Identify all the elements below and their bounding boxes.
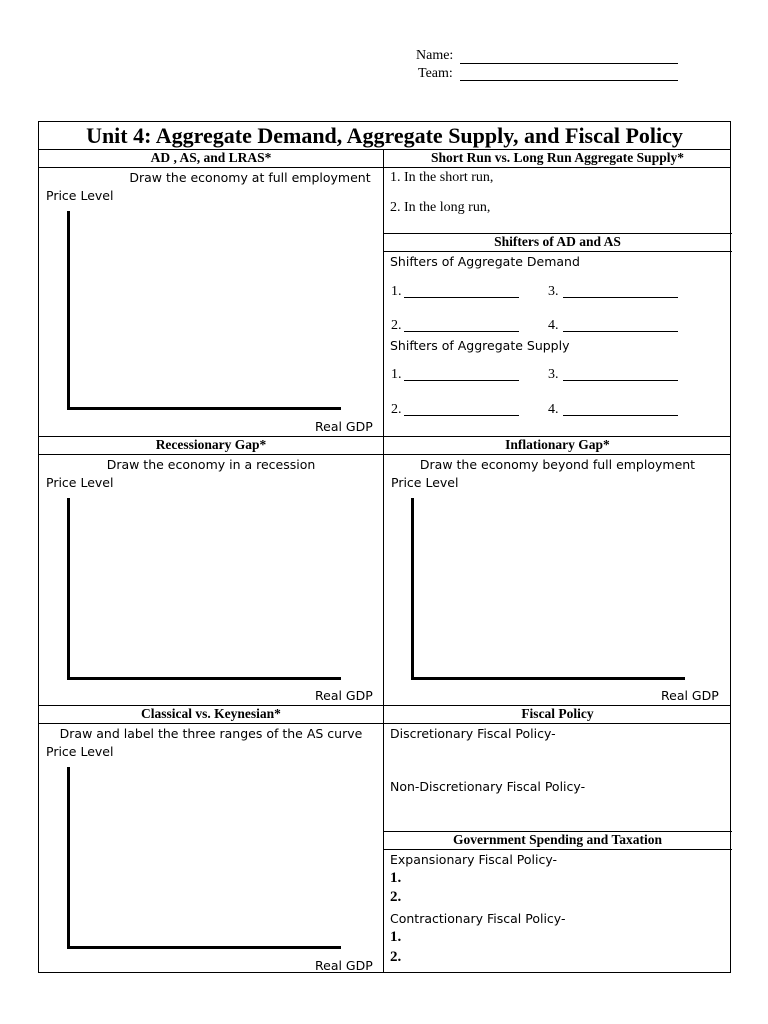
graph-x-axis bbox=[67, 407, 341, 410]
graph-y-axis bbox=[411, 498, 414, 680]
demand-blank-4[interactable] bbox=[563, 331, 678, 332]
graph-y-axis bbox=[67, 767, 70, 949]
demand-number: 4. bbox=[548, 318, 559, 333]
shifters-demand-label: Shifters of Aggregate Demand bbox=[390, 254, 580, 269]
section-title-fiscal-policy: Fiscal Policy bbox=[521, 706, 594, 721]
x-axis-label: Real GDP bbox=[315, 688, 373, 703]
demand-blank-1[interactable] bbox=[404, 297, 519, 298]
y-axis-label: Price Level bbox=[46, 744, 114, 759]
page-title: Unit 4: Aggregate Demand, Aggregate Supply, and Fiscal Policy bbox=[86, 123, 683, 148]
expansionary-label: Expansionary Fiscal Policy- bbox=[390, 852, 558, 867]
section-title-shifters: Shifters of AD and AS bbox=[494, 234, 621, 249]
section-title-ad-as-lras: AD , AS, and LRAS* bbox=[150, 150, 272, 165]
demand-number: 2. bbox=[391, 318, 402, 333]
divider bbox=[39, 167, 730, 168]
x-axis-label: Real GDP bbox=[315, 419, 373, 434]
demand-number: 1. bbox=[391, 284, 402, 299]
graph-y-axis bbox=[67, 211, 70, 410]
contractionary-item-1: 1. bbox=[390, 929, 402, 945]
instruction-recession: Draw the economy in a recession bbox=[106, 457, 316, 472]
graph-y-axis bbox=[67, 498, 70, 680]
instruction-as-ranges: Draw and label the three ranges of the AS curve bbox=[59, 726, 363, 741]
supply-number: 2. bbox=[391, 402, 402, 417]
team-field[interactable] bbox=[460, 80, 678, 81]
section-title-inflationary: Inflationary Gap* bbox=[505, 437, 610, 452]
divider bbox=[383, 251, 732, 252]
supply-blank-3[interactable] bbox=[563, 380, 678, 381]
shifters-supply-label: Shifters of Aggregate Supply bbox=[390, 338, 570, 353]
team-label: Team: bbox=[418, 66, 453, 81]
contractionary-item-2: 2. bbox=[390, 949, 402, 965]
expansionary-item-2: 2. bbox=[390, 889, 402, 905]
demand-blank-3[interactable] bbox=[563, 297, 678, 298]
section-title-classical: Classical vs. Keynesian* bbox=[141, 706, 281, 721]
graph-x-axis bbox=[67, 946, 341, 949]
instruction-full-employment: Draw the economy at full employment bbox=[129, 170, 371, 185]
divider bbox=[39, 454, 730, 455]
y-axis-label: Price Level bbox=[46, 475, 114, 490]
name-field[interactable] bbox=[460, 63, 678, 64]
supply-blank-4[interactable] bbox=[563, 415, 678, 416]
supply-number: 3. bbox=[548, 367, 559, 382]
supply-number: 4. bbox=[548, 402, 559, 417]
demand-number: 3. bbox=[548, 284, 559, 299]
x-axis-label: Real GDP bbox=[315, 958, 373, 973]
graph-x-axis bbox=[411, 677, 685, 680]
supply-blank-1[interactable] bbox=[404, 380, 519, 381]
worksheet bbox=[38, 121, 731, 973]
divider bbox=[383, 849, 732, 850]
supply-number: 1. bbox=[391, 367, 402, 382]
supply-blank-2[interactable] bbox=[404, 415, 519, 416]
y-axis-label: Price Level bbox=[391, 475, 459, 490]
long-run-item: 2. In the long run, bbox=[390, 200, 491, 215]
y-axis-label: Price Level bbox=[46, 188, 114, 203]
expansionary-item-1: 1. bbox=[390, 870, 402, 886]
demand-blank-2[interactable] bbox=[404, 331, 519, 332]
instruction-beyond-full-employment: Draw the economy beyond full employment bbox=[419, 457, 696, 472]
contractionary-label: Contractionary Fiscal Policy- bbox=[390, 911, 566, 926]
x-axis-label: Real GDP bbox=[661, 688, 719, 703]
non-discretionary-label: Non-Discretionary Fiscal Policy- bbox=[390, 779, 586, 794]
section-title-short-vs-long: Short Run vs. Long Run Aggregate Supply* bbox=[431, 150, 684, 165]
divider bbox=[39, 723, 730, 724]
short-run-item: 1. In the short run, bbox=[390, 170, 494, 185]
name-label: Name: bbox=[416, 48, 454, 63]
section-title-gov-spending: Government Spending and Taxation bbox=[453, 832, 662, 847]
graph-x-axis bbox=[67, 677, 341, 680]
section-title-recessionary: Recessionary Gap* bbox=[155, 437, 267, 452]
discretionary-label: Discretionary Fiscal Policy- bbox=[390, 726, 556, 741]
